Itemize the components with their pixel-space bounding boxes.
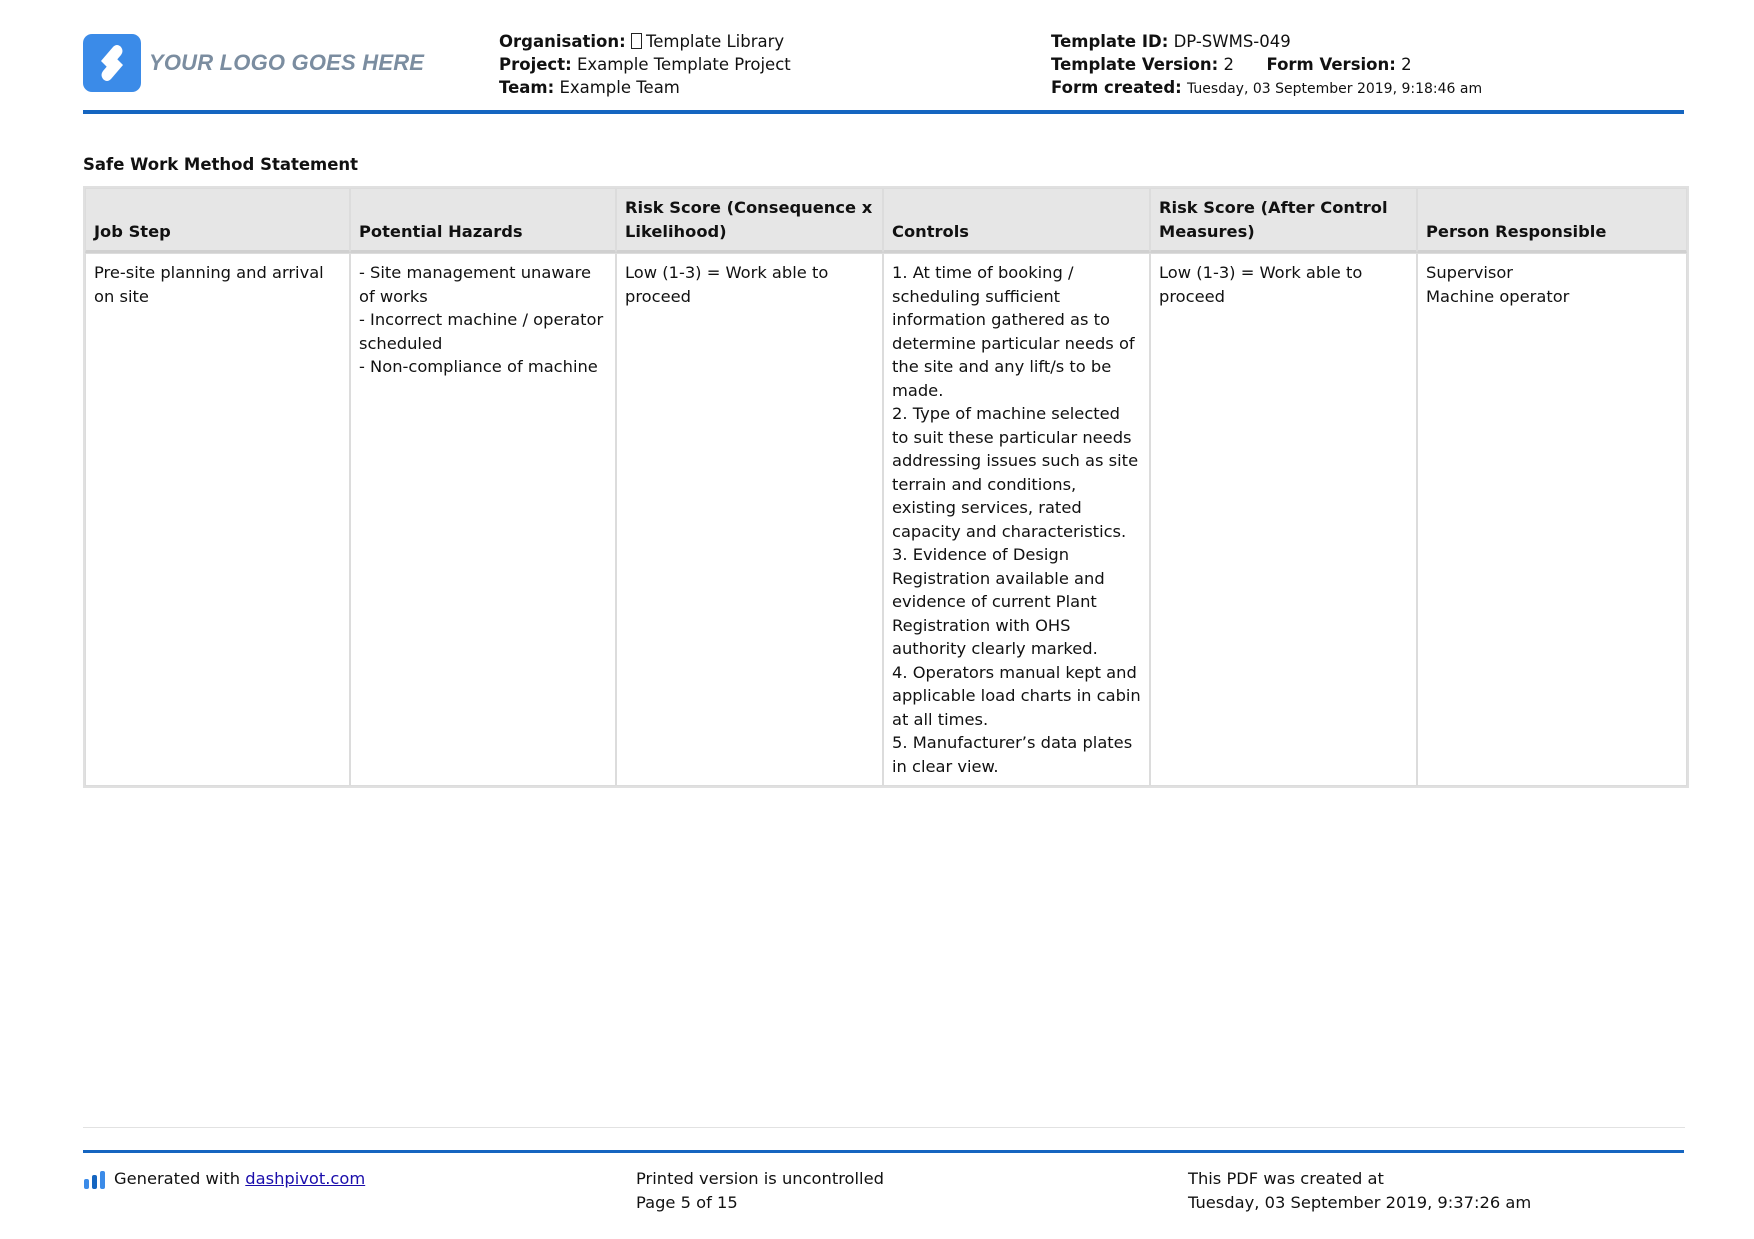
- page-header: [83, 30, 1684, 114]
- company-logo: [83, 34, 424, 92]
- template-id-row: [1051, 30, 1482, 53]
- logo-text: YOUR LOGO GOES HERE: [149, 50, 425, 75]
- cell-controls: [883, 253, 1150, 786]
- form-created-row: [1051, 76, 1482, 101]
- footer-uncontrolled: [636, 1167, 884, 1215]
- logo-mark-icon: [83, 34, 141, 92]
- organisation-row: [499, 30, 791, 53]
- cell-risk-before: Low (1-3) = Work able to proceed: [616, 253, 883, 786]
- person-item: Machine operator: [1426, 286, 1570, 306]
- hazard-item: - Site management unaware of works: [359, 263, 591, 306]
- table-row: [85, 253, 1687, 786]
- project-meta: [499, 30, 791, 99]
- control-item: 4. Operators manual kept and applicable load charts in cabin at all times.: [892, 662, 1141, 729]
- cell-person: [1417, 253, 1687, 786]
- form-version-value: 2: [1401, 55, 1412, 74]
- dashpivot-bars-icon: [83, 1170, 107, 1190]
- uncontrolled-note: Printed version is uncontrolled: [636, 1169, 884, 1188]
- pdf-created-label: This PDF was created at: [1188, 1169, 1384, 1188]
- version-row: [1051, 53, 1482, 76]
- cell-job-step: Pre-site planning and arrival on site: [85, 253, 350, 786]
- hazard-item: - Non-compliance of machine: [359, 357, 598, 376]
- template-id-label: Template ID:: [1051, 32, 1169, 51]
- template-version-value: 2: [1223, 55, 1234, 74]
- cell-hazards: [350, 253, 616, 786]
- form-created-label: Form created:: [1051, 78, 1182, 97]
- swms-table: [83, 186, 1689, 788]
- footer-divider: [83, 1127, 1685, 1128]
- header-risk-after: Risk Score (After Control Measures): [1150, 188, 1417, 253]
- hazard-item: - Incorrect machine / operator scheduled: [359, 310, 604, 353]
- page-number: Page 5 of 15: [636, 1193, 738, 1212]
- footer-generated: [83, 1167, 365, 1191]
- control-item: 1. At time of booking / scheduling sufficient information gathered as to determine particular needs of the site and any lift/s to be made.: [892, 263, 1135, 400]
- table-header-row: [85, 188, 1687, 253]
- template-id-value: DP-SWMS-049: [1173, 32, 1291, 51]
- control-item: 3. Evidence of Design Registration available and evidence of current Plant Registration with OHS authority clearly marked.: [892, 545, 1105, 658]
- control-item: 2. Type of machine selected to suit these particular needs addressing issues such as site terrain and conditions, existing services, rated capacity and characteristics.: [892, 404, 1139, 541]
- header-job-step: Job Step: [85, 188, 350, 253]
- section-title: Safe Work Method Statement: [83, 155, 359, 174]
- template-version-label: Template Version:: [1051, 55, 1219, 74]
- project-row: [499, 53, 791, 76]
- form-created-value: Tuesday, 03 September 2019, 9:18:46 am: [1187, 81, 1483, 97]
- generated-prefix: Generated with: [114, 1169, 241, 1188]
- header-person: Person Responsible: [1417, 188, 1687, 253]
- footer-pdf-created: [1188, 1167, 1531, 1215]
- form-version-label: Form Version:: [1266, 55, 1396, 74]
- cell-risk-after: Low (1-3) = Work able to proceed: [1150, 253, 1417, 786]
- organisation-value: Template Library: [645, 32, 785, 51]
- control-item: 5. Manufacturer’s data plates in clear view.: [892, 733, 1133, 776]
- page-footer: [83, 1150, 1684, 1223]
- header-hazards: Potential Hazards: [350, 188, 616, 253]
- pdf-created-value: Tuesday, 03 September 2019, 9:37:26 am: [1188, 1193, 1532, 1212]
- box-icon: [631, 33, 642, 49]
- dashpivot-link[interactable]: dashpivot.com: [245, 1169, 366, 1188]
- team-row: [499, 76, 791, 99]
- person-item: Supervisor: [1426, 263, 1513, 282]
- project-value: Example Template Project: [576, 55, 791, 74]
- header-risk-before: Risk Score (Consequence x Likelihood): [616, 188, 883, 253]
- header-controls: Controls: [883, 188, 1150, 253]
- project-label: Project:: [499, 55, 572, 74]
- team-label: Team:: [499, 78, 555, 97]
- template-meta: [1051, 30, 1482, 101]
- organisation-label: Organisation:: [499, 32, 626, 51]
- team-value: Example Team: [559, 78, 680, 97]
